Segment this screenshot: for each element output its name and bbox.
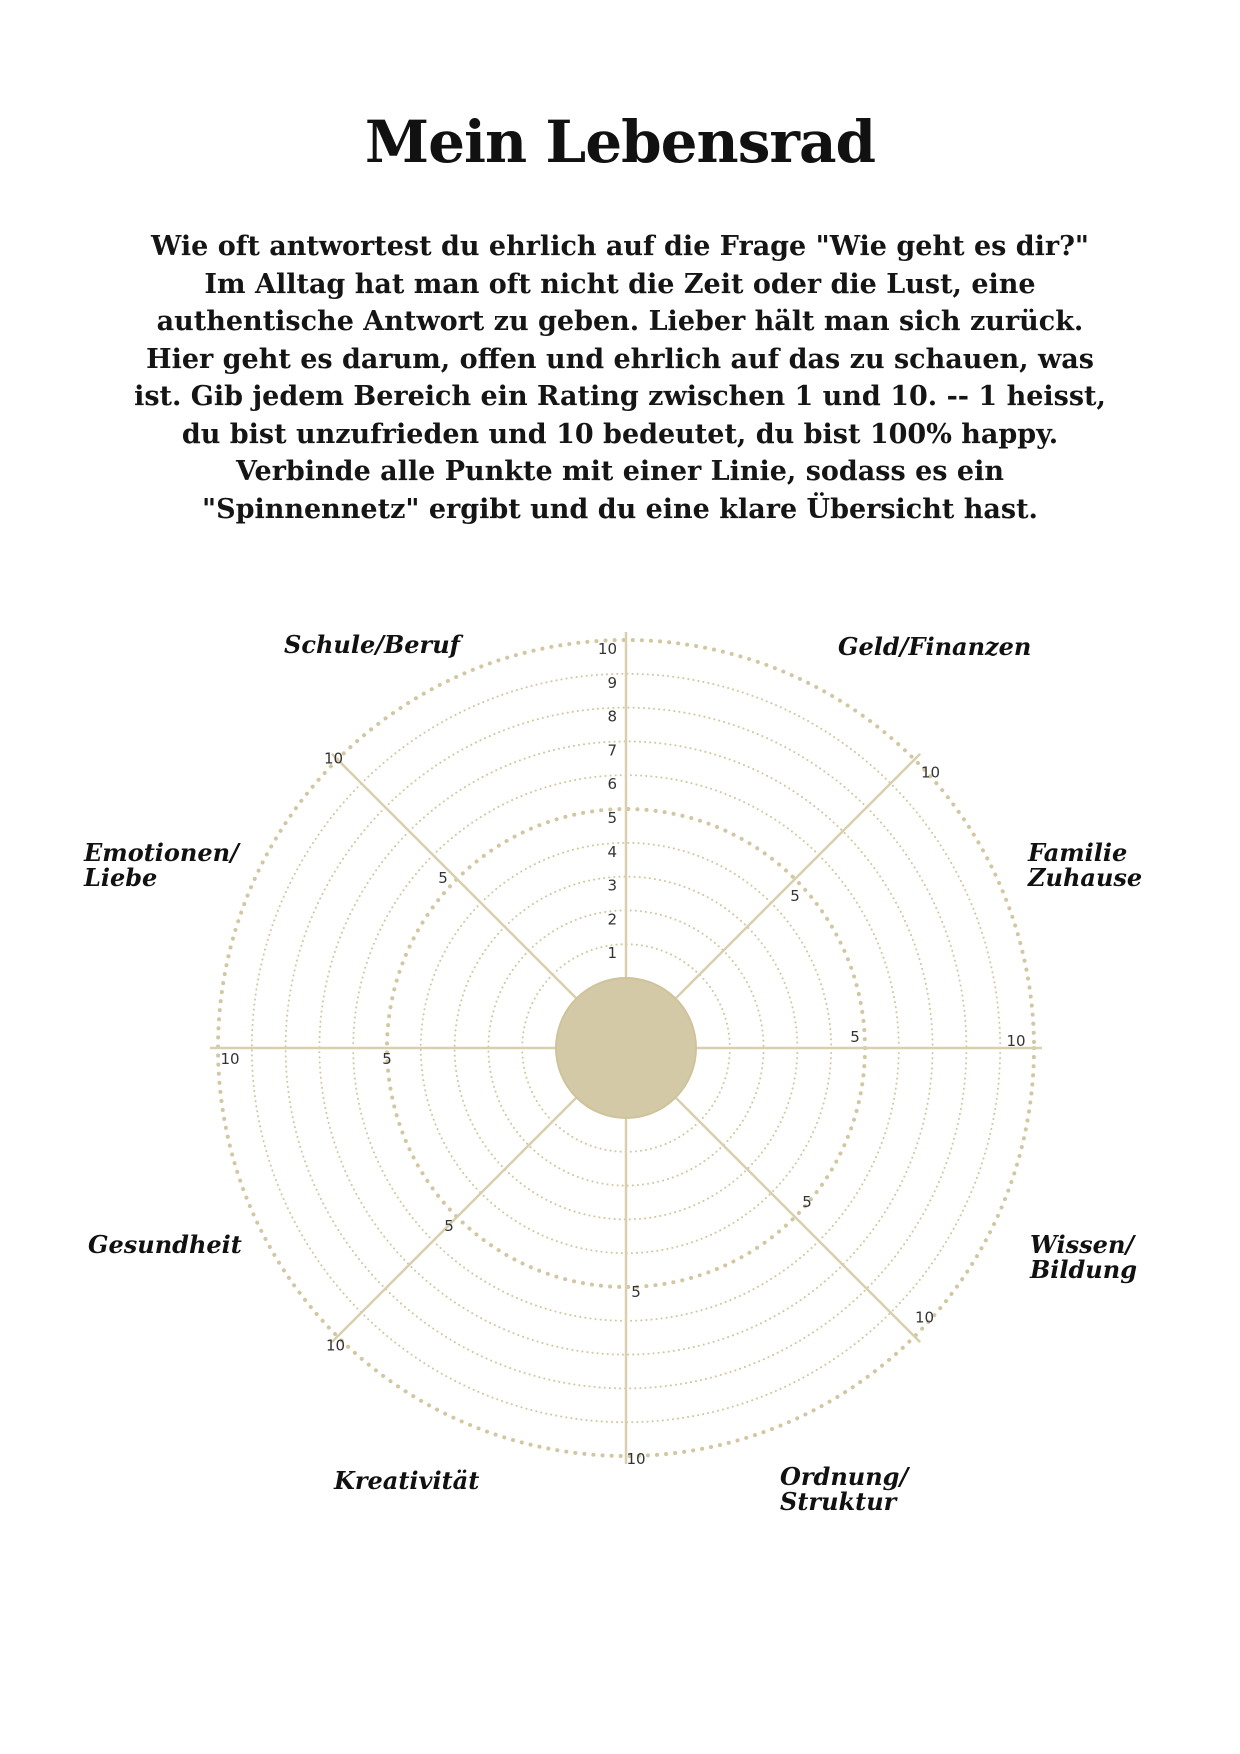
category-gesundheit: Gesundheit <box>88 1230 242 1259</box>
scale-label-top-4: 4 <box>607 842 617 861</box>
category-kreativitaet: Kreativität <box>334 1466 480 1495</box>
scale-label-135-max: 10 <box>325 1336 346 1355</box>
scale-label-top-9: 9 <box>607 673 617 692</box>
scale-label-45-mid: 5 <box>802 1192 812 1211</box>
category-ordnung-line2: Struktur <box>780 1487 897 1516</box>
scale-label-90-mid: 5 <box>631 1283 641 1301</box>
scale-label-135-mid: 5 <box>444 1216 454 1235</box>
scale-label-top-2: 2 <box>607 910 617 929</box>
category-geld-finanzen: Geld/Finanzen <box>838 632 1032 661</box>
scale-label-180-mid: 5 <box>382 1050 392 1068</box>
category-familie-line2: Zuhause <box>1028 863 1143 892</box>
spoke-45 <box>675 1097 920 1342</box>
category-emotionen-line2: Liebe <box>84 863 158 892</box>
scale-label-top-3: 3 <box>607 876 617 895</box>
spoke-135 <box>332 1097 577 1342</box>
scale-label-top-6: 6 <box>607 775 617 794</box>
scale-label-top-1: 1 <box>607 944 617 963</box>
wheel-center <box>556 978 696 1118</box>
scale-label-top-5: 5 <box>607 809 617 827</box>
scale-label-0-mid: 5 <box>850 1028 860 1046</box>
scale-label-top-8: 8 <box>607 707 617 726</box>
scale-label-315-max: 10 <box>920 763 941 782</box>
page-title: Mein Lebensrad <box>364 108 876 176</box>
intro-text: Wie oft antwortest du ehrlich auf die Frage "Wie geht es dir?" Im Alltag hat man oft nicht die Zeit oder die Lust, eine authentische Antwort zu geben. Lieber hält man sich zurück. Hier geht es darum, offen und ehrlich auf das zu schauen, was ist. Gib jedem Bereich ein Rating zwischen 1 und 10. -- 1 heisst, du bist unzufrieden und 10 bedeutet, du bist 100% happy. Verbinde alle Punkte mit einer Linie, sodass es ein "Spinnennetz" ergibt und du eine klare Übersicht hast. <box>134 231 1106 525</box>
scale-label-180-max: 10 <box>220 1050 240 1068</box>
spoke-315 <box>675 754 920 999</box>
category-schule-beruf: Schule/Beruf <box>284 630 460 659</box>
scale-label-top-7: 7 <box>607 741 617 760</box>
spoke-225 <box>332 754 577 999</box>
category-wissen-line2: Bildung <box>1030 1255 1137 1284</box>
category-ordnung-line1: Ordnung/ <box>780 1462 909 1491</box>
scale-label-225-mid: 5 <box>438 869 448 888</box>
category-emotionen-line1: Emotionen/ <box>84 838 239 867</box>
category-emotionen-liebe <box>84 840 239 890</box>
scale-label-90-max: 10 <box>626 1450 646 1468</box>
category-wissen-line1: Wissen/ <box>1030 1230 1135 1259</box>
scale-label-0-max: 10 <box>1006 1032 1026 1050</box>
scale-label-45-max: 10 <box>914 1308 935 1327</box>
scale-label-top-10: 10 <box>597 640 617 658</box>
category-familie-line1: Familie <box>1028 838 1128 867</box>
scale-label-225-max: 10 <box>323 749 344 768</box>
scale-label-315-mid: 5 <box>790 887 800 906</box>
category-ordnung-struktur <box>780 1464 908 1514</box>
category-wissen-bildung <box>1030 1232 1137 1282</box>
category-familie-zuhause <box>1028 840 1142 890</box>
